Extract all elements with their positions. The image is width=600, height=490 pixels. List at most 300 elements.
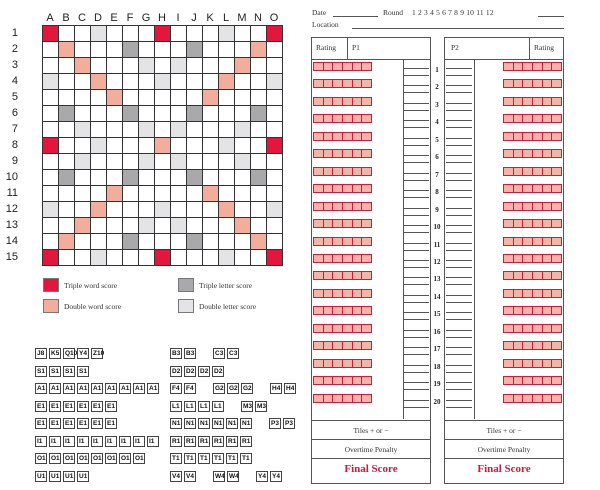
score-entry-line[interactable] (446, 267, 472, 268)
p2-score-cells[interactable] (503, 184, 562, 193)
board-square-c6[interactable] (75, 106, 91, 122)
p1-score-cells[interactable] (313, 167, 372, 176)
board-square-b14[interactable] (59, 234, 75, 250)
date-field[interactable] (333, 16, 378, 17)
tile-i1[interactable]: I1 (63, 436, 75, 447)
p2-score-cells[interactable] (503, 341, 562, 350)
score-entry-line[interactable] (403, 284, 429, 285)
score-entry-line[interactable] (446, 243, 472, 244)
tile-r1[interactable]: R1 (172, 437, 181, 445)
board-square-k9[interactable] (203, 154, 219, 170)
p1-score-cells[interactable] (313, 149, 372, 158)
board-square-o12[interactable] (267, 202, 283, 218)
tile-i1[interactable]: I1 (49, 436, 61, 447)
board-square-e3[interactable] (107, 58, 123, 74)
board-square-k6[interactable] (203, 106, 219, 122)
board-square-b9[interactable] (59, 154, 75, 170)
p1-score-cells[interactable] (313, 376, 372, 385)
board-square-b15[interactable] (59, 250, 75, 266)
p1-score-cells[interactable] (313, 324, 372, 333)
tile-n1[interactable]: N1 (242, 420, 251, 427)
tile-s1[interactable]: S1 (63, 366, 75, 377)
board-square-k12[interactable] (203, 202, 219, 218)
score-entry-line[interactable] (403, 75, 429, 76)
score-entry-line[interactable] (446, 162, 472, 163)
score-entry-line[interactable] (446, 284, 472, 285)
tile-h4[interactable]: H4 (272, 385, 281, 392)
board-square-d2[interactable] (91, 42, 107, 58)
board-square-o13[interactable] (267, 218, 283, 234)
p1-score-cells[interactable] (313, 132, 372, 141)
board-square-k13[interactable] (203, 218, 219, 234)
tile-c3[interactable]: C3 (215, 350, 224, 357)
board-square-b5[interactable] (59, 90, 75, 106)
board-square-b3[interactable] (59, 58, 75, 74)
board-square-b1[interactable] (59, 26, 75, 42)
tile-d2[interactable]: D2 (172, 367, 181, 375)
tile-r1[interactable]: R1 (228, 437, 237, 445)
board-square-l1[interactable] (219, 26, 235, 42)
tile-a1[interactable]: A1 (37, 385, 46, 392)
board-square-m6[interactable] (235, 106, 251, 122)
tile-w4[interactable]: W4 (215, 472, 225, 480)
board-square-o10[interactable] (267, 170, 283, 186)
p1-score-cells[interactable] (313, 202, 372, 211)
score-entry-line[interactable] (403, 389, 429, 390)
score-entry-line[interactable] (403, 372, 429, 373)
score-entry-line[interactable] (446, 400, 472, 401)
board-square-m13[interactable] (235, 218, 251, 234)
score-entry-line[interactable] (446, 382, 472, 383)
tile-f4[interactable]: F4 (170, 383, 182, 394)
board-square-h12[interactable] (155, 202, 171, 218)
board-square-d4[interactable] (91, 74, 107, 90)
board-square-i5[interactable] (171, 90, 187, 106)
score-entry-line[interactable] (403, 225, 429, 226)
board-square-e14[interactable] (107, 234, 123, 250)
board-square-j12[interactable] (187, 202, 203, 218)
board-square-i6[interactable] (171, 106, 187, 122)
tile-s1[interactable]: S1 (35, 366, 47, 377)
board-square-a11[interactable] (43, 186, 59, 202)
board-square-l10[interactable] (219, 170, 235, 186)
board-square-n13[interactable] (251, 218, 267, 234)
score-entry-line[interactable] (446, 127, 472, 128)
tile-y4[interactable]: Y4 (270, 471, 282, 482)
board-square-a13[interactable] (43, 218, 59, 234)
board-square-g10[interactable] (139, 170, 155, 186)
board-square-h1[interactable] (155, 26, 171, 42)
p2-score-cells[interactable] (503, 114, 562, 123)
board-square-f3[interactable] (123, 58, 139, 74)
p1-score-cells[interactable] (313, 62, 372, 71)
tile-m3[interactable]: M3 (257, 402, 267, 410)
board-square-m1[interactable] (235, 26, 251, 42)
board-square-i8[interactable] (171, 138, 187, 154)
board-square-c5[interactable] (75, 90, 91, 106)
board-square-l4[interactable] (219, 74, 235, 90)
board-square-d11[interactable] (91, 186, 107, 202)
tile-i1[interactable]: I1 (91, 436, 103, 447)
tile-j8[interactable]: J8 (35, 348, 47, 359)
board-square-c12[interactable] (75, 202, 91, 218)
tile-n1[interactable]: N1 (200, 420, 209, 427)
board-square-m14[interactable] (235, 234, 251, 250)
tile-g2[interactable]: G2 (229, 385, 238, 392)
board-square-c4[interactable] (75, 74, 91, 90)
p2-score-cells[interactable] (503, 149, 562, 158)
board-square-d12[interactable] (91, 202, 107, 218)
board-square-o14[interactable] (267, 234, 283, 250)
board-square-h6[interactable] (155, 106, 171, 122)
p1-score-cells[interactable] (313, 359, 372, 368)
board-square-o15[interactable] (267, 250, 283, 266)
board-square-l13[interactable] (219, 218, 235, 234)
tile-i1[interactable]: I1 (147, 436, 159, 447)
board-square-h15[interactable] (155, 250, 171, 266)
board-square-i9[interactable] (171, 154, 187, 170)
board-square-n12[interactable] (251, 202, 267, 218)
board-square-e5[interactable] (107, 90, 123, 106)
board-square-a8[interactable] (43, 138, 59, 154)
score-entry-line[interactable] (403, 215, 429, 216)
score-entry-line[interactable] (403, 330, 429, 331)
score-entry-line[interactable] (403, 243, 429, 244)
board-square-f14[interactable] (123, 234, 139, 250)
score-entry-line[interactable] (403, 382, 429, 383)
board-square-g9[interactable] (139, 154, 155, 170)
p1-score-cells[interactable] (313, 114, 372, 123)
score-entry-line[interactable] (403, 120, 429, 121)
board-square-m15[interactable] (235, 250, 251, 266)
board-square-m12[interactable] (235, 202, 251, 218)
board-square-j11[interactable] (187, 186, 203, 202)
score-entry-line[interactable] (446, 85, 472, 86)
p1-score-cells[interactable] (313, 306, 372, 315)
tile-o1[interactable]: O1 (107, 455, 116, 462)
board-square-c15[interactable] (75, 250, 91, 266)
board-square-d3[interactable] (91, 58, 107, 74)
board-square-h8[interactable] (155, 138, 171, 154)
tile-s1[interactable]: S1 (77, 366, 89, 377)
board-square-i14[interactable] (171, 234, 187, 250)
tile-z10[interactable]: Z10 (93, 350, 105, 357)
board-square-e10[interactable] (107, 170, 123, 186)
score-entry-line[interactable] (446, 354, 472, 355)
score-entry-line[interactable] (446, 302, 472, 303)
board-square-l2[interactable] (219, 42, 235, 58)
board-square-k3[interactable] (203, 58, 219, 74)
tile-g2[interactable]: G2 (243, 385, 252, 392)
score-entry-line[interactable] (403, 407, 429, 408)
board-square-d9[interactable] (91, 154, 107, 170)
board-square-g15[interactable] (139, 250, 155, 266)
score-entry-line[interactable] (403, 232, 429, 233)
score-entry-line[interactable] (403, 127, 429, 128)
p1-score-cells[interactable] (313, 79, 372, 88)
board-square-d15[interactable] (91, 250, 107, 266)
board-square-b7[interactable] (59, 122, 75, 138)
board-square-g3[interactable] (139, 58, 155, 74)
score-entry-line[interactable] (403, 162, 429, 163)
score-entry-line[interactable] (446, 197, 472, 198)
p2-score-cells[interactable] (503, 62, 562, 71)
board-square-f15[interactable] (123, 250, 139, 266)
board-square-d1[interactable] (91, 26, 107, 42)
tile-o1[interactable]: O1 (121, 455, 130, 462)
board-square-h2[interactable] (155, 42, 171, 58)
p2-score-cells[interactable] (503, 324, 562, 333)
score-entry-line[interactable] (446, 389, 472, 390)
p1-score-cells[interactable] (313, 184, 372, 193)
board-square-k15[interactable] (203, 250, 219, 266)
board-square-k1[interactable] (203, 26, 219, 42)
score-entry-line[interactable] (446, 92, 472, 93)
score-entry-line[interactable] (446, 312, 472, 313)
board-square-j10[interactable] (187, 170, 203, 186)
board-square-b6[interactable] (59, 106, 75, 122)
tile-y4[interactable]: Y4 (77, 348, 89, 359)
board-square-c11[interactable] (75, 186, 91, 202)
board-square-f9[interactable] (123, 154, 139, 170)
tile-o1[interactable]: O1 (37, 455, 46, 462)
score-entry-line[interactable] (446, 260, 472, 261)
board-square-m4[interactable] (235, 74, 251, 90)
tile-r1[interactable]: R1 (186, 437, 195, 445)
board-square-n11[interactable] (251, 186, 267, 202)
board-square-n15[interactable] (251, 250, 267, 266)
board-square-g1[interactable] (139, 26, 155, 42)
p1-score-cells[interactable] (313, 254, 372, 263)
board-square-b4[interactable] (59, 74, 75, 90)
board-square-j7[interactable] (187, 122, 203, 138)
board-square-f11[interactable] (123, 186, 139, 202)
tile-o1[interactable]: O1 (51, 455, 60, 462)
board-square-o8[interactable] (267, 138, 283, 154)
board-square-d5[interactable] (91, 90, 107, 106)
board-square-n5[interactable] (251, 90, 267, 106)
board-square-l15[interactable] (219, 250, 235, 266)
tile-a1[interactable]: A1 (135, 385, 144, 392)
score-entry-line[interactable] (403, 180, 429, 181)
board-square-b11[interactable] (59, 186, 75, 202)
score-entry-line[interactable] (446, 145, 472, 146)
score-entry-line[interactable] (446, 75, 472, 76)
tile-u1[interactable]: U1 (65, 472, 74, 480)
tile-e1[interactable]: E1 (35, 401, 47, 412)
board-square-k2[interactable] (203, 42, 219, 58)
board-square-m2[interactable] (235, 42, 251, 58)
board-square-h11[interactable] (155, 186, 171, 202)
p2-score-cells[interactable] (503, 79, 562, 88)
score-entry-line[interactable] (403, 110, 429, 111)
board-square-e4[interactable] (107, 74, 123, 90)
tile-l1[interactable]: L1 (212, 401, 224, 412)
board-square-k14[interactable] (203, 234, 219, 250)
board-square-i11[interactable] (171, 186, 187, 202)
board-square-i7[interactable] (171, 122, 187, 138)
board-square-f10[interactable] (123, 170, 139, 186)
p2-score-cells[interactable] (503, 167, 562, 176)
score-entry-line[interactable] (403, 208, 429, 209)
board-square-g11[interactable] (139, 186, 155, 202)
tile-i1[interactable]: I1 (35, 436, 47, 447)
board-square-f4[interactable] (123, 74, 139, 90)
board-square-e11[interactable] (107, 186, 123, 202)
tile-p3[interactable]: P3 (269, 418, 281, 429)
tile-b3[interactable]: B3 (186, 350, 195, 357)
p2-score-cells[interactable] (503, 254, 562, 263)
board-square-d6[interactable] (91, 106, 107, 122)
score-entry-line[interactable] (446, 277, 472, 278)
p2-score-cells[interactable] (503, 97, 562, 106)
board-square-a9[interactable] (43, 154, 59, 170)
tile-u1[interactable]: U1 (37, 472, 46, 480)
score-entry-line[interactable] (403, 138, 429, 139)
score-entry-line[interactable] (403, 103, 429, 104)
location-field[interactable] (352, 28, 564, 29)
board-square-m5[interactable] (235, 90, 251, 106)
board-square-a5[interactable] (43, 90, 59, 106)
tile-e1[interactable]: E1 (91, 401, 103, 412)
board-square-c2[interactable] (75, 42, 91, 58)
board-square-h13[interactable] (155, 218, 171, 234)
board-square-f5[interactable] (123, 90, 139, 106)
board-square-a1[interactable] (43, 26, 59, 42)
p1-score-cells[interactable] (313, 97, 372, 106)
board-square-j2[interactable] (187, 42, 203, 58)
board-square-h9[interactable] (155, 154, 171, 170)
board-square-k5[interactable] (203, 90, 219, 106)
tile-t1[interactable]: T1 (184, 453, 196, 464)
tile-r1[interactable]: R1 (214, 437, 223, 445)
tile-t1[interactable]: T1 (170, 453, 182, 464)
score-entry-line[interactable] (446, 295, 472, 296)
board-square-d14[interactable] (91, 234, 107, 250)
board-square-g6[interactable] (139, 106, 155, 122)
board-square-m9[interactable] (235, 154, 251, 170)
tile-i1[interactable]: I1 (77, 436, 89, 447)
board-square-e7[interactable] (107, 122, 123, 138)
board-square-d13[interactable] (91, 218, 107, 234)
tile-l1[interactable]: L1 (170, 401, 182, 412)
score-entry-line[interactable] (446, 138, 472, 139)
score-entry-line[interactable] (403, 85, 429, 86)
board-square-l7[interactable] (219, 122, 235, 138)
board-square-a4[interactable] (43, 74, 59, 90)
score-entry-line[interactable] (446, 347, 472, 348)
score-entry-line[interactable] (446, 180, 472, 181)
board-square-c10[interactable] (75, 170, 91, 186)
board-square-m7[interactable] (235, 122, 251, 138)
board-square-c14[interactable] (75, 234, 91, 250)
p1-score-cells[interactable] (313, 219, 372, 228)
board-square-n14[interactable] (251, 234, 267, 250)
tile-c3[interactable]: C3 (229, 350, 238, 357)
board-square-i10[interactable] (171, 170, 187, 186)
board-square-d7[interactable] (91, 122, 107, 138)
score-entry-line[interactable] (446, 232, 472, 233)
score-entry-line[interactable] (403, 277, 429, 278)
board-square-h5[interactable] (155, 90, 171, 106)
board-square-o7[interactable] (267, 122, 283, 138)
board-square-m10[interactable] (235, 170, 251, 186)
board-square-o5[interactable] (267, 90, 283, 106)
board-square-j14[interactable] (187, 234, 203, 250)
score-entry-line[interactable] (446, 190, 472, 191)
board-square-i12[interactable] (171, 202, 187, 218)
tile-i1[interactable]: I1 (105, 436, 117, 447)
board-square-f6[interactable] (123, 106, 139, 122)
p2-score-cells[interactable] (503, 219, 562, 228)
score-entry-line[interactable] (446, 250, 472, 251)
board-square-a6[interactable] (43, 106, 59, 122)
board-square-j8[interactable] (187, 138, 203, 154)
board-square-l6[interactable] (219, 106, 235, 122)
tile-t1[interactable]: T1 (240, 453, 252, 464)
score-entry-line[interactable] (446, 215, 472, 216)
board-square-c3[interactable] (75, 58, 91, 74)
board-square-g13[interactable] (139, 218, 155, 234)
board-square-h14[interactable] (155, 234, 171, 250)
board-square-o6[interactable] (267, 106, 283, 122)
board-square-n1[interactable] (251, 26, 267, 42)
tile-e1[interactable]: E1 (105, 418, 117, 429)
board-square-o2[interactable] (267, 42, 283, 58)
board-square-b8[interactable] (59, 138, 75, 154)
tile-u1[interactable]: U1 (51, 472, 60, 480)
board-square-i1[interactable] (171, 26, 187, 42)
score-entry-line[interactable] (403, 312, 429, 313)
p2-score-cells[interactable] (503, 359, 562, 368)
tile-e1[interactable]: E1 (63, 418, 75, 429)
board-square-f13[interactable] (123, 218, 139, 234)
board-square-e8[interactable] (107, 138, 123, 154)
board-square-o9[interactable] (267, 154, 283, 170)
board-square-k10[interactable] (203, 170, 219, 186)
score-entry-line[interactable] (446, 319, 472, 320)
score-entry-line[interactable] (446, 407, 472, 408)
tile-f4[interactable]: F4 (184, 383, 196, 394)
board-square-l9[interactable] (219, 154, 235, 170)
tile-e1[interactable]: E1 (63, 401, 75, 412)
tile-h4[interactable]: H4 (286, 385, 295, 392)
board-square-o1[interactable] (267, 26, 283, 42)
tile-t1[interactable]: T1 (212, 453, 224, 464)
board-square-h10[interactable] (155, 170, 171, 186)
tile-g2[interactable]: G2 (215, 385, 224, 392)
board-square-n3[interactable] (251, 58, 267, 74)
board-square-a3[interactable] (43, 58, 59, 74)
board-square-h3[interactable] (155, 58, 171, 74)
score-entry-line[interactable] (446, 337, 472, 338)
score-entry-line[interactable] (446, 225, 472, 226)
score-entry-line[interactable] (403, 92, 429, 93)
board-square-n10[interactable] (251, 170, 267, 186)
p2-score-cells[interactable] (503, 306, 562, 315)
board-square-d8[interactable] (91, 138, 107, 154)
board-square-l3[interactable] (219, 58, 235, 74)
score-entry-line[interactable] (446, 103, 472, 104)
tile-e1[interactable]: E1 (105, 401, 117, 412)
tile-r1[interactable]: R1 (242, 437, 251, 445)
board-square-j4[interactable] (187, 74, 203, 90)
score-entry-line[interactable] (403, 267, 429, 268)
tile-n1[interactable]: N1 (228, 420, 237, 427)
board-square-e1[interactable] (107, 26, 123, 42)
board-square-e13[interactable] (107, 218, 123, 234)
score-entry-line[interactable] (446, 120, 472, 121)
